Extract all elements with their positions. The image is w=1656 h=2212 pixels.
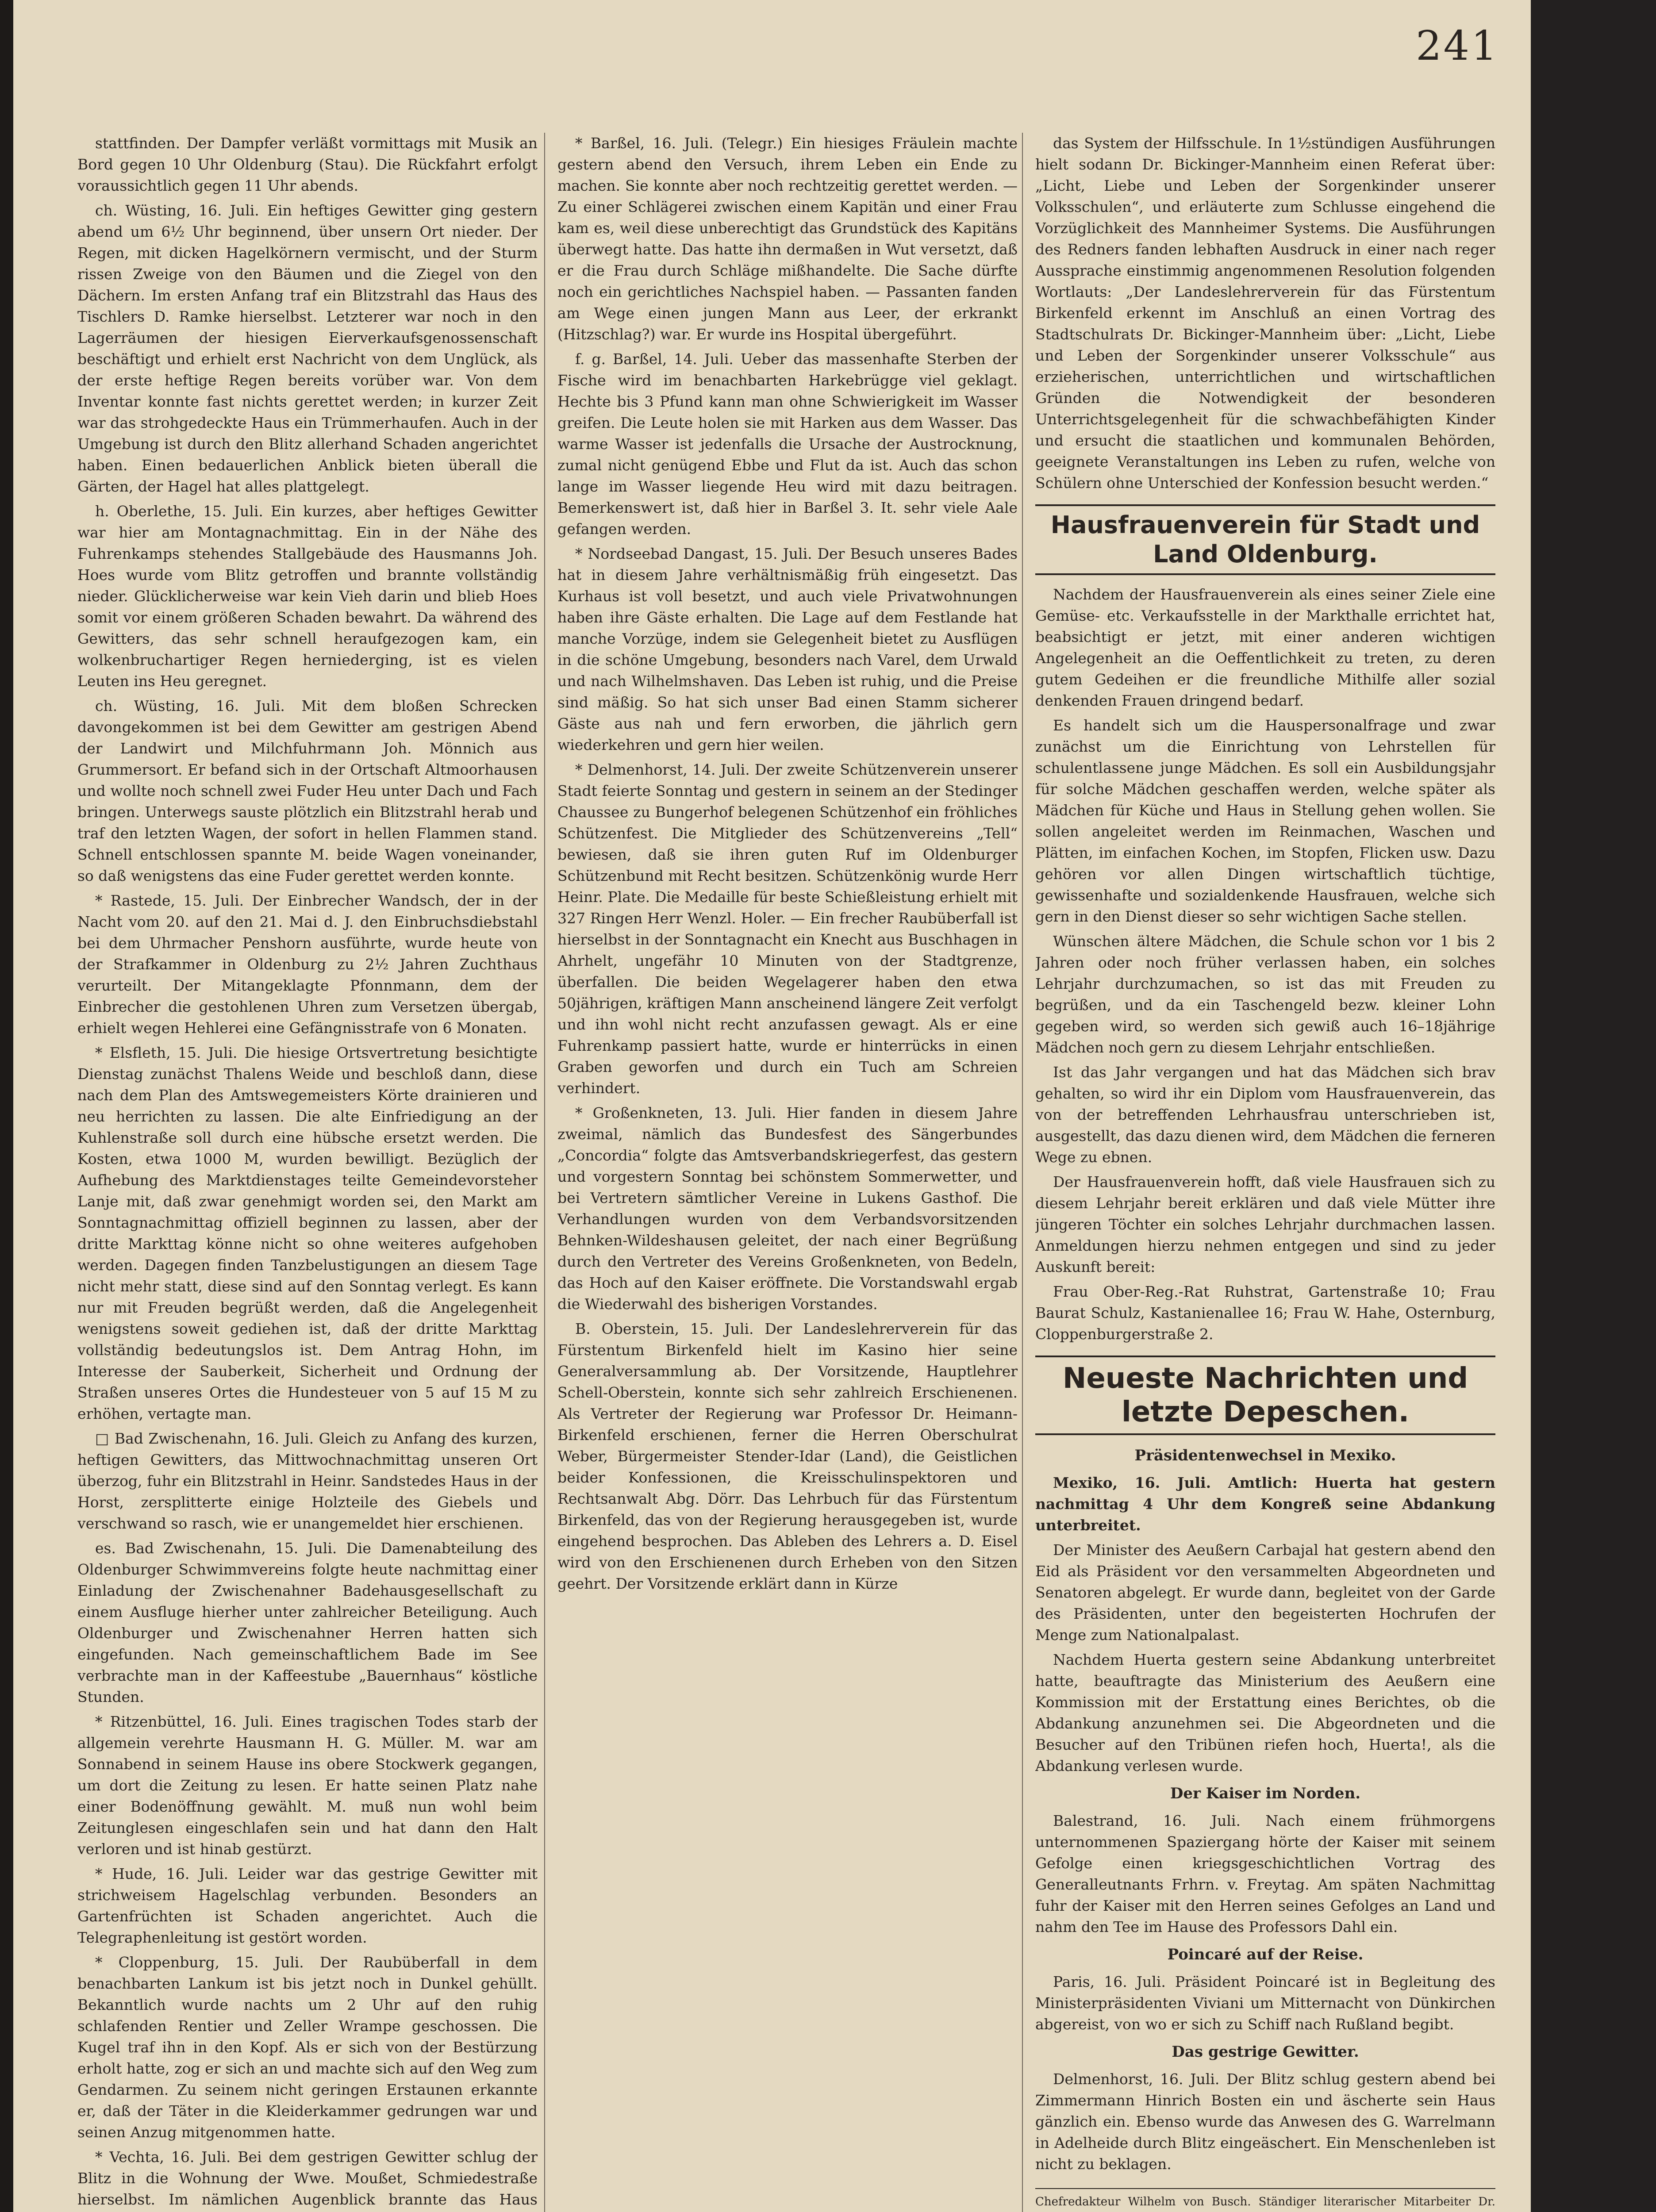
article-text: f. g. Barßel, 14. Juli. Ueber das massenhafte Sterben der Fische wird im benachbarten Harkebrügge viel geklagt. Hechte bis 3 Pfund kann man ohne Schwierigkeit im Wasser greifen. Die Leute holen sie mit Harken aus dem Wasser. Das warme Wasser ist jedenfalls die Ursache der Austrocknung, zumal nicht genügend Ebbe und Flut da ist. Auch das schon lange im Wasser liegende Heu wird mit dazu beitragen. Bemerkenswert ist, daß hier in Barßel 3. It. sehr viele Aale gefangen werden. <box>557 350 1018 538</box>
page-number: 241 <box>1416 22 1499 69</box>
section-heading: Neueste Nachrichten und letzte Depeschen. <box>1062 1362 1468 1429</box>
article-text: stattfinden. Der Dampfer verläßt vormittags mit Musik an Bord gegen 10 Uhr Oldenburg (Stau). Die Rückfahrt erfolgt voraussichtlich gegen 11 Uhr abends. <box>77 134 538 194</box>
article-text: h. Oberlethe, 15. Juli. Ein kurzes, aber heftiges Gewitter war hier am Montagnachmittag. Ein in der Nähe des Fuhrenkamps stehendes Stallgebäude des Hausmanns Joh. Hoes wurde vom Blitz getroffen und brannte vollständig nieder. Glücklicherweise war kein Vieh darin und blieb Hoes somit vor einem größeren Schaden bewahrt. Da während des Gewitters, das sehr schnell heraufgezogen kam, ein wolkenbruchartiger Regen herniederging, ist es vielen Leuten ins Heu geregnet. <box>77 503 538 690</box>
article-text: Delmenhorst, 16. Juli. Der Blitz schlug gestern abend bei Zimmermann Hinrich Bosten ein und äscherte sein Haus gänzlich ein. Ebenso wurde das Anwesen des G. Warrelmann in Adelheide durch Blitz eingeäschert. Ein Menschenleben ist nicht zu beklagen. <box>1035 2070 1495 2173</box>
article-text: * Großenkneten, 13. Juli. Hier fanden in diesem Jahre zweimal, nämlich das Bundesfest des Sängerbundes „Concordia“ folgte das Amtsverbandskriegerfest, das gestern und vorgestern Sonntag bei schönstem Sommerwetter, und bei Vertretern sämtlicher Vereine in Lukens Gasthof. Die Verhandlungen wurden von dem Verbandsvorsitzenden Behnken-Wildeshausen geleitet, der nach einer Begrüßung durch den Vertreter des Vereins Großenkneten, von Bedeln, das Hoch auf den Kaiser eröffnete. Die Vorstandswahl ergab die Wiederwahl des bisherigen Vorstandes. <box>557 1104 1018 1313</box>
article-text: Nachdem der Hausfrauenverein als eines seiner Ziele eine Gemüse- etc. Verkaufsstelle in der Markthalle errichtet hat, beabsichtigt er jetzt, mit einer anderen wichtigen Angelegenheit an die Oeffentlichkeit zu treten, zu deren gutem Gedeihen er die freundliche Mithilfe aller sozial denkenden Frauen dringend bedarf. <box>1035 586 1495 709</box>
column-rule <box>1022 133 1023 2212</box>
newspaper-page <box>13 0 1531 2212</box>
article-text: Es handelt sich um die Hauspersonalfrage und zwar zunächst um die Einrichtung von Lehrstellen für schulentlassene junge Mädchen. Es soll ein Ausbildungsjahr für solche Mädchen geschaffen werden, welche später als Mädchen für Küche und Haus in Stellung gehen wollen. Sie sollen angeleitet werden im Reinmachen, Waschen und Plätten, im einfachen Kochen, im Stopfen, Flicken usw. Dazu gehören vor allen Dingen wirtschaftlich tüchtige, gewissenhafte und sozialdenkende Hausfrauen, welche sich gern in den Dienst dieser so sehr wichtigen Sache stellen. <box>1035 717 1495 925</box>
column-2 <box>557 133 1018 2212</box>
article-text: * Nordseebad Dangast, 15. Juli. Der Besuch unseres Bades hat in diesem Jahre verhältnismäßig früh eingesetzt. Das Kurhaus ist voll besetzt, und auch viele Privatwohnungen haben ihre Gäste erhalten. Die Lage auf dem Festlande hat manche Vorzüge, indem sie Gelegenheit bietet zu Ausflügen in die schöne Umgebung, besonders nach Varel, dem Urwald und nach Wilhelmshaven. Das Leben ist ruhig, und die Preise sind mäßig. So hat sich unser Bad einen Stamm sicherer Gäste aus nah und fern erworben, die jährlich gern wiederkehren und gern hier weilen. <box>557 545 1018 753</box>
section-heading-box <box>1035 504 1495 575</box>
article-text: Ist das Jahr vergangen und hat das Mädchen sich brav gehalten, so wird ihr ein Diplom vom Hausfrauenverein, das von der betreffenden Lehrhausfrau unterschrieben ist, ausgestellt, das dazu dienen wird, dem Mädchen die ferneren Wege zu ebnen. <box>1035 1064 1495 1166</box>
article-text: * Rastede, 15. Juli. Der Einbrecher Wandsch, der in der Nacht vom 20. auf den 21. Mai d. J. den Einbruchsdiebstahl bei dem Uhrmacher Penshorn ausführte, wurde heute von der Strafkammer in Oldenburg zu 2½ Jahren Zuchthaus verurteilt. Der Mitangeklagte Pfonnmann, dem der Einbrecher die gestohlenen Uhren zum Versetzen übergab, erhielt wegen Hehlerei eine Gefängnisstrafe von 6 Monaten. <box>77 892 538 1037</box>
imprint: Chefredakteur Wilhelm von Busch. Ständiger literarischer Mitarbeiter Dr. <box>1035 2188 1495 2212</box>
article-text: es. Bad Zwischenahn, 15. Juli. Die Damenabteilung des Oldenburger Schwimmvereins folgte heute nachmittag einer Einladung der Zwischenahner Badehausgesellschaft zu einem Ausfluge hierher unter zahlreicher Beteiligung. Auch Oldenburger und Zwischenahner Herren hatten sich eingefunden. Nach gemeinschaftlichem Bade im See verbrachte man in der Kaffeestube „Bauernhaus“ köstliche Stunden. <box>77 1540 538 1705</box>
article-text: * Barßel, 16. Juli. (Telegr.) Ein hiesiges Fräulein machte gestern abend den Versuch, ihrem Leben ein Ende zu machen. Sie konnte aber noch rechtzeitig gerettet werden. — Zu einer Schlägerei zwischen einem Kapitän und einer Frau kam es, weil diese unberechtigt das Grundstück des Kapitäns überwegt hatte. Das hatte ihn dermaßen in Wut versetzt, daß er die Frau durch Schläge mißhandelte. Die Sache dürfte noch ein gerichtliches Nachspiel haben. — Passanten fanden am Wege einen jungen Mann aus Leer, der erkrankt (Hitzschlag?) war. Er wurde ins Hospital übergeführt. <box>557 134 1018 343</box>
column-1 <box>77 133 538 2212</box>
article-text: ch. Wüsting, 16. Juli. Ein heftiges Gewitter ging gestern abend um 6½ Uhr beginnend, über unsern Ort nieder. Der Regen, mit dicken Hagelkörnern vermischt, und der Sturm rissen Zweige von den Bäumen und die Ziegel von den Dächern. Im ersten Anfang traf ein Blitzstrahl das Haus des Tischlers D. Ramke hierselbst. Letzterer war noch in den Lagerräumen der hiesigen Eierverkaufsgenossenschaft beschäftigt und erhielt erst Nachricht von dem Unglück, als der erste heftige Regen bereits vorüber war. Von dem Inventar konnte fast nichts gerettet werden; in kurzer Zeit war das strohgedeckte Haus ein Trümmerhaufen. Auch in der Umgebung ist durch den Blitz allerhand Schaden angerichtet haben. Einen bedauerlichen Anblick bieten überall die Gärten, der Hagel hat alles plattgelegt. <box>77 202 538 495</box>
section-heading: Hausfrauenverein für Stadt und Land Oldenburg. <box>1050 511 1480 568</box>
article-text: * Vechta, 16. Juli. Bei dem gestrigen Gewitter schlug der Blitz in die Wohnung der Wwe. Moußet, Schmiedestraße hierselbst. Im nämlichen Augenblick brannte das Haus <box>77 2148 538 2208</box>
article-text: □ Bad Zwischenahn, 16. Juli. Gleich zu Anfang des kurzen, heftigen Gewitters, das Mittwochnachmittag unseren Ort überzog, fuhr ein Blitzstrahl in Heinr. Sandstedes Haus in der Horst, zersplitterte einige Holzteile des Giebels und verschwand so rasch, wie er unangemeldet hier erschienen. <box>77 1430 538 1532</box>
article-text: * Ritzenbüttel, 16. Juli. Eines tragischen Todes starb der allgemein verehrte Hausmann H. G. Müller. M. war am Sonnabend in seinem Hause ins obere Stockwerk gegangen, um dort die Zeitung zu lesen. Er hatte seinen Platz nahe einer Bodenöffnung gewählt. M. muß nun wohl beim Zeitunglesen eingeschlafen sein und hat dann den Halt verloren und ist hinab gestürzt. <box>77 1713 538 1858</box>
article-text: Wünschen ältere Mädchen, die Schule schon vor 1 bis 2 Jahren oder noch früher verlassen haben, ein solches Lehrjahr durchzumachen, so ist das mit Freuden zu begrüßen, und da ein Taschengeld bezw. kleiner Lohn gegeben wird, so werden sich gewiß auch 16–18jährige Mädchen noch gern zu diesem Lehrjahr entschließen. <box>1035 933 1495 1056</box>
subheading: Poincaré auf der Reise. <box>1167 1946 1364 1963</box>
article-text: * Elsfleth, 15. Juli. Die hiesige Ortsvertretung besichtigte Dienstag zunächst Thalens Weide und beschloß dann, diese nach dem Plan des Amtswegemeisters Körte drainieren und neu herrichten zu lassen. Die alte Einfriedigung an der Kuhlenstraße soll durch eine hübsche ersetzt werden. Die Kosten, etwa 1000 M, wurden bewilligt. Bezüglich der Aufhebung des Marktdienstages teilte Gemeindevorsteher Lanje mit, daß zwar genehmigt worden sei, den Markt am Sonntagnachmittag offiziell beginnen zu lassen, aber der dritte Markttag könne nicht so ohne weiteres aufgehoben werden. Dagegen finden Tanzbelustigungen an diesem Tage nicht mehr statt, diese sind auf den Sonntag verlegt. Es kann nur mit Freuden begrüßt werden, daß die Angelegenheit wenigstens soweit gediehen ist, daß der dritte Markttag vollständig bedeutungslos ist. Dem Antrag Hohn, im Interesse der Sauberkeit, Sicherheit und Ordnung der Straßen unseres Ortes die Hundesteuer von 5 auf 15 M zu erhöhen, vertagte man. <box>77 1044 538 1422</box>
scan-gutter <box>0 0 13 2212</box>
column-3 <box>1035 133 1495 2212</box>
article-text: * Hude, 16. Juli. Leider war das gestrige Gewitter mit strichweisem Hagelschlag verbunden. Besonders an Gartenfrüchten ist Schaden angerichtet. Auch die Telegraphenleitung ist gestört worden. <box>77 1865 538 1946</box>
article-text: Mexiko, 16. Juli. Amtlich: Huerta hat gestern nachmittag 4 Uhr dem Kongreß seine Abdankung unterbreitet. <box>1035 1474 1495 1534</box>
article-text: das System der Hilfsschule. In 1½stündigen Ausführungen hielt sodann Dr. Bickinger-Mannheim einen Referat über: „Licht, Liebe und Leben der Sorgenkinder unserer Volksschulen“, und erläuterte zum Schlusse eingehend die Vorzüglichkeit des Mannheimer Systems. Die Ausführungen des Redners fanden lebhaften Ausdruck in einer nach reger Aussprache einstimmig angenommenen Resolution folgenden Wortlauts: „Der Landeslehrerverein für das Fürstentum Birkenfeld erkennt im Anschluß an einen Vortrag des Stadtschulrats Dr. Bickinger-Mannheim über: „Licht, Liebe und Leben der Sorgenkinder unserer Volksschule“ aus erzieherischen, unterrichtlichen und wirtschaftlichen Gründen die Notwendigkeit der besonderen Unterrichtsgelegenheit für die schwachbefähigten Kinder und ersucht die staatlichen und kommunalen Behörden, geeignete Veranstaltungen ins Leben zu rufen, welche von Schülern ohne Unterschied der Konfession besucht werden.“ <box>1035 134 1495 492</box>
subheading: Das gestrige Gewitter. <box>1172 2043 1359 2061</box>
article-text: B. Oberstein, 15. Juli. Der Landeslehrerverein für das Fürstentum Birkenfeld hielt im Kasino hier seine Generalversammlung ab. Der Vorsitzende, Hauptlehrer Schell-Oberstein, konnte sich sehr zahlreich Erschienenen. Als Vertreter der Regierung war Professor Dr. Heimann-Birkenfeld erschienen, ferner die Herren Oberschulrat Weber, Bürgermeister Stender-Idar (Land), die Geistlichen beider Konfessionen, die Kreisschulinspektoren und Rechtsanwalt Abg. Dörr. Das Lehrbuch für das Fürstentum Birkenfeld, das von der Regierung herausgegeben ist, wurde eingehend besprochen. Das Ableben des Lehrers a. D. Eisel wird von den Erschienenen durch Erheben von den Sitzen geehrt. Der Vorsitzende erklärt dann in Kürze <box>557 1320 1018 1592</box>
article-text: Der Minister des Aeußern Carbajal hat gestern abend den Eid als Präsident vor den versammelten Abgeordneten und Senatoren abgelegt. Er wurde dann, begleitet von der Garde des Präsidenten, unter den begeisterten Hochrufen der Menge zum Nationalpalast. <box>1035 1541 1495 1644</box>
column-rule <box>544 133 545 2212</box>
subheading: Präsidentenwechsel in Mexiko. <box>1134 1447 1396 1464</box>
section-heading-box <box>1035 1356 1495 1435</box>
article-text: Paris, 16. Juli. Präsident Poincaré ist in Begleitung des Ministerpräsidenten Viviani um Mitternacht von Dünkirchen abgereist, von wo er sich zu Schiff nach Rußland begibt. <box>1035 1973 1495 2033</box>
address-list: Frau Ober-Reg.-Rat Ruhstrat, Gartenstraße 10; Frau Baurat Schulz, Kastanienallee 16; Frau W. Hahe, Osternburg, Cloppenburgerstraße 2. <box>1035 1283 1495 1343</box>
subheading: Der Kaiser im Norden. <box>1170 1785 1361 1802</box>
article-text: Der Hausfrauenverein hofft, daß viele Hausfrauen sich zu diesem Lehrjahr bereit erklären und daß viele Mütter ihre jüngeren Töchter ein solches Lehrjahr durchmachen lassen. Anmeldungen hierzu nehmen entgegen und sind zu jeder Auskunft bereit: <box>1035 1173 1495 1275</box>
scan-background <box>1531 0 1656 2212</box>
article-text: * Delmenhorst, 14. Juli. Der zweite Schützenverein unserer Stadt feierte Sonntag und gestern in seinem an der Stedinger Chaussee zu Bungerhof belegenen Schützenhof ein fröhliches Schützenfest. Die Mitglieder des Schützenvereins „Tell“ bewiesen, daß sie ihren guten Ruf im Oldenburger Schützenbund mit Recht besitzen. Schützenkönig wurde Herr Heinr. Plate. Die Medaille für beste Schießleistung erhielt mit 327 Ringen Herr Wenzl. Holer. — Ein frecher Raubüberfall ist hierselbst in der Sonntagnacht ein Knecht aus Buschhagen in Ahrhelt, ungefähr 10 Minuten von der Stadtgrenze, überfallen. Die beiden Wegelagerer haben den etwa 50jährigen, kräftigen Mann anscheinend längere Zeit verfolgt und ihn wohl nicht recht anzufassen gewagt. Als er eine Fuhrenkamp passiert hatte, wurde er hinterrücks in einen Graben geworfen und durch ein Tuch am Schreien verhindert. <box>557 761 1018 1097</box>
article-text: Nachdem Huerta gestern seine Abdankung unterbreitet hatte, beauftragte das Ministerium des Aeußern eine Kommission mit der Erstattung eines Berichtes, ob die Abdankung anzunehmen sei. Die Abgeordneten und die Besucher auf den Tribünen riefen hoch, Huerta!, als die Abdankung verlesen wurde. <box>1035 1651 1495 1774</box>
article-text: * Cloppenburg, 15. Juli. Der Raubüberfall in dem benachbarten Lankum ist bis jetzt noch in Dunkel gehüllt. Bekanntlich wurde nachts um 2 Uhr auf den ruhig schlafenden Rentier und Zeller Wrampe geschossen. Die Kugel traf ihn in den Kopf. Als er sich von der Bestürzung erholt hatte, zog er sich an und machte sich auf den Weg zum Gendarmen. Zu seinem nicht geringen Erstaunen erkannte er, daß der Täter in die Kleiderkammer gedrungen war und seinen Anzug mitgenommen hatte. <box>77 1954 538 2141</box>
article-text: Balestrand, 16. Juli. Nach einem frühmorgens unternommenen Spaziergang hörte der Kaiser mit seinem Gefolge einen kriegsgeschichtlichen Vortrag des Generalleutnants Frhrn. v. Freytag. Am späten Nachmittag fuhr der Kaiser mit den Herren seines Gefolges an Land und nahm den Tee im Hause des Professors Dahl ein. <box>1035 1812 1495 1936</box>
article-text: ch. Wüsting, 16. Juli. Mit dem bloßen Schrecken davongekommen ist bei dem Gewitter am gestrigen Abend der Landwirt und Milchfuhrmann Joh. Mönnich aus Grummersort. Er befand sich in der Ortschaft Altmoorhausen und wollte noch schnell zwei Fuder Heu unter Dach und Fach bringen. Unterwegs sauste plötzlich ein Blitzstrahl herab und traf den letzten Wagen, der sofort in hellen Flammen stand. Schnell entschlossen spannte M. beide Wagen voneinander, so daß wenigstens das eine Fuder gerettet werden konnte. <box>77 697 538 884</box>
